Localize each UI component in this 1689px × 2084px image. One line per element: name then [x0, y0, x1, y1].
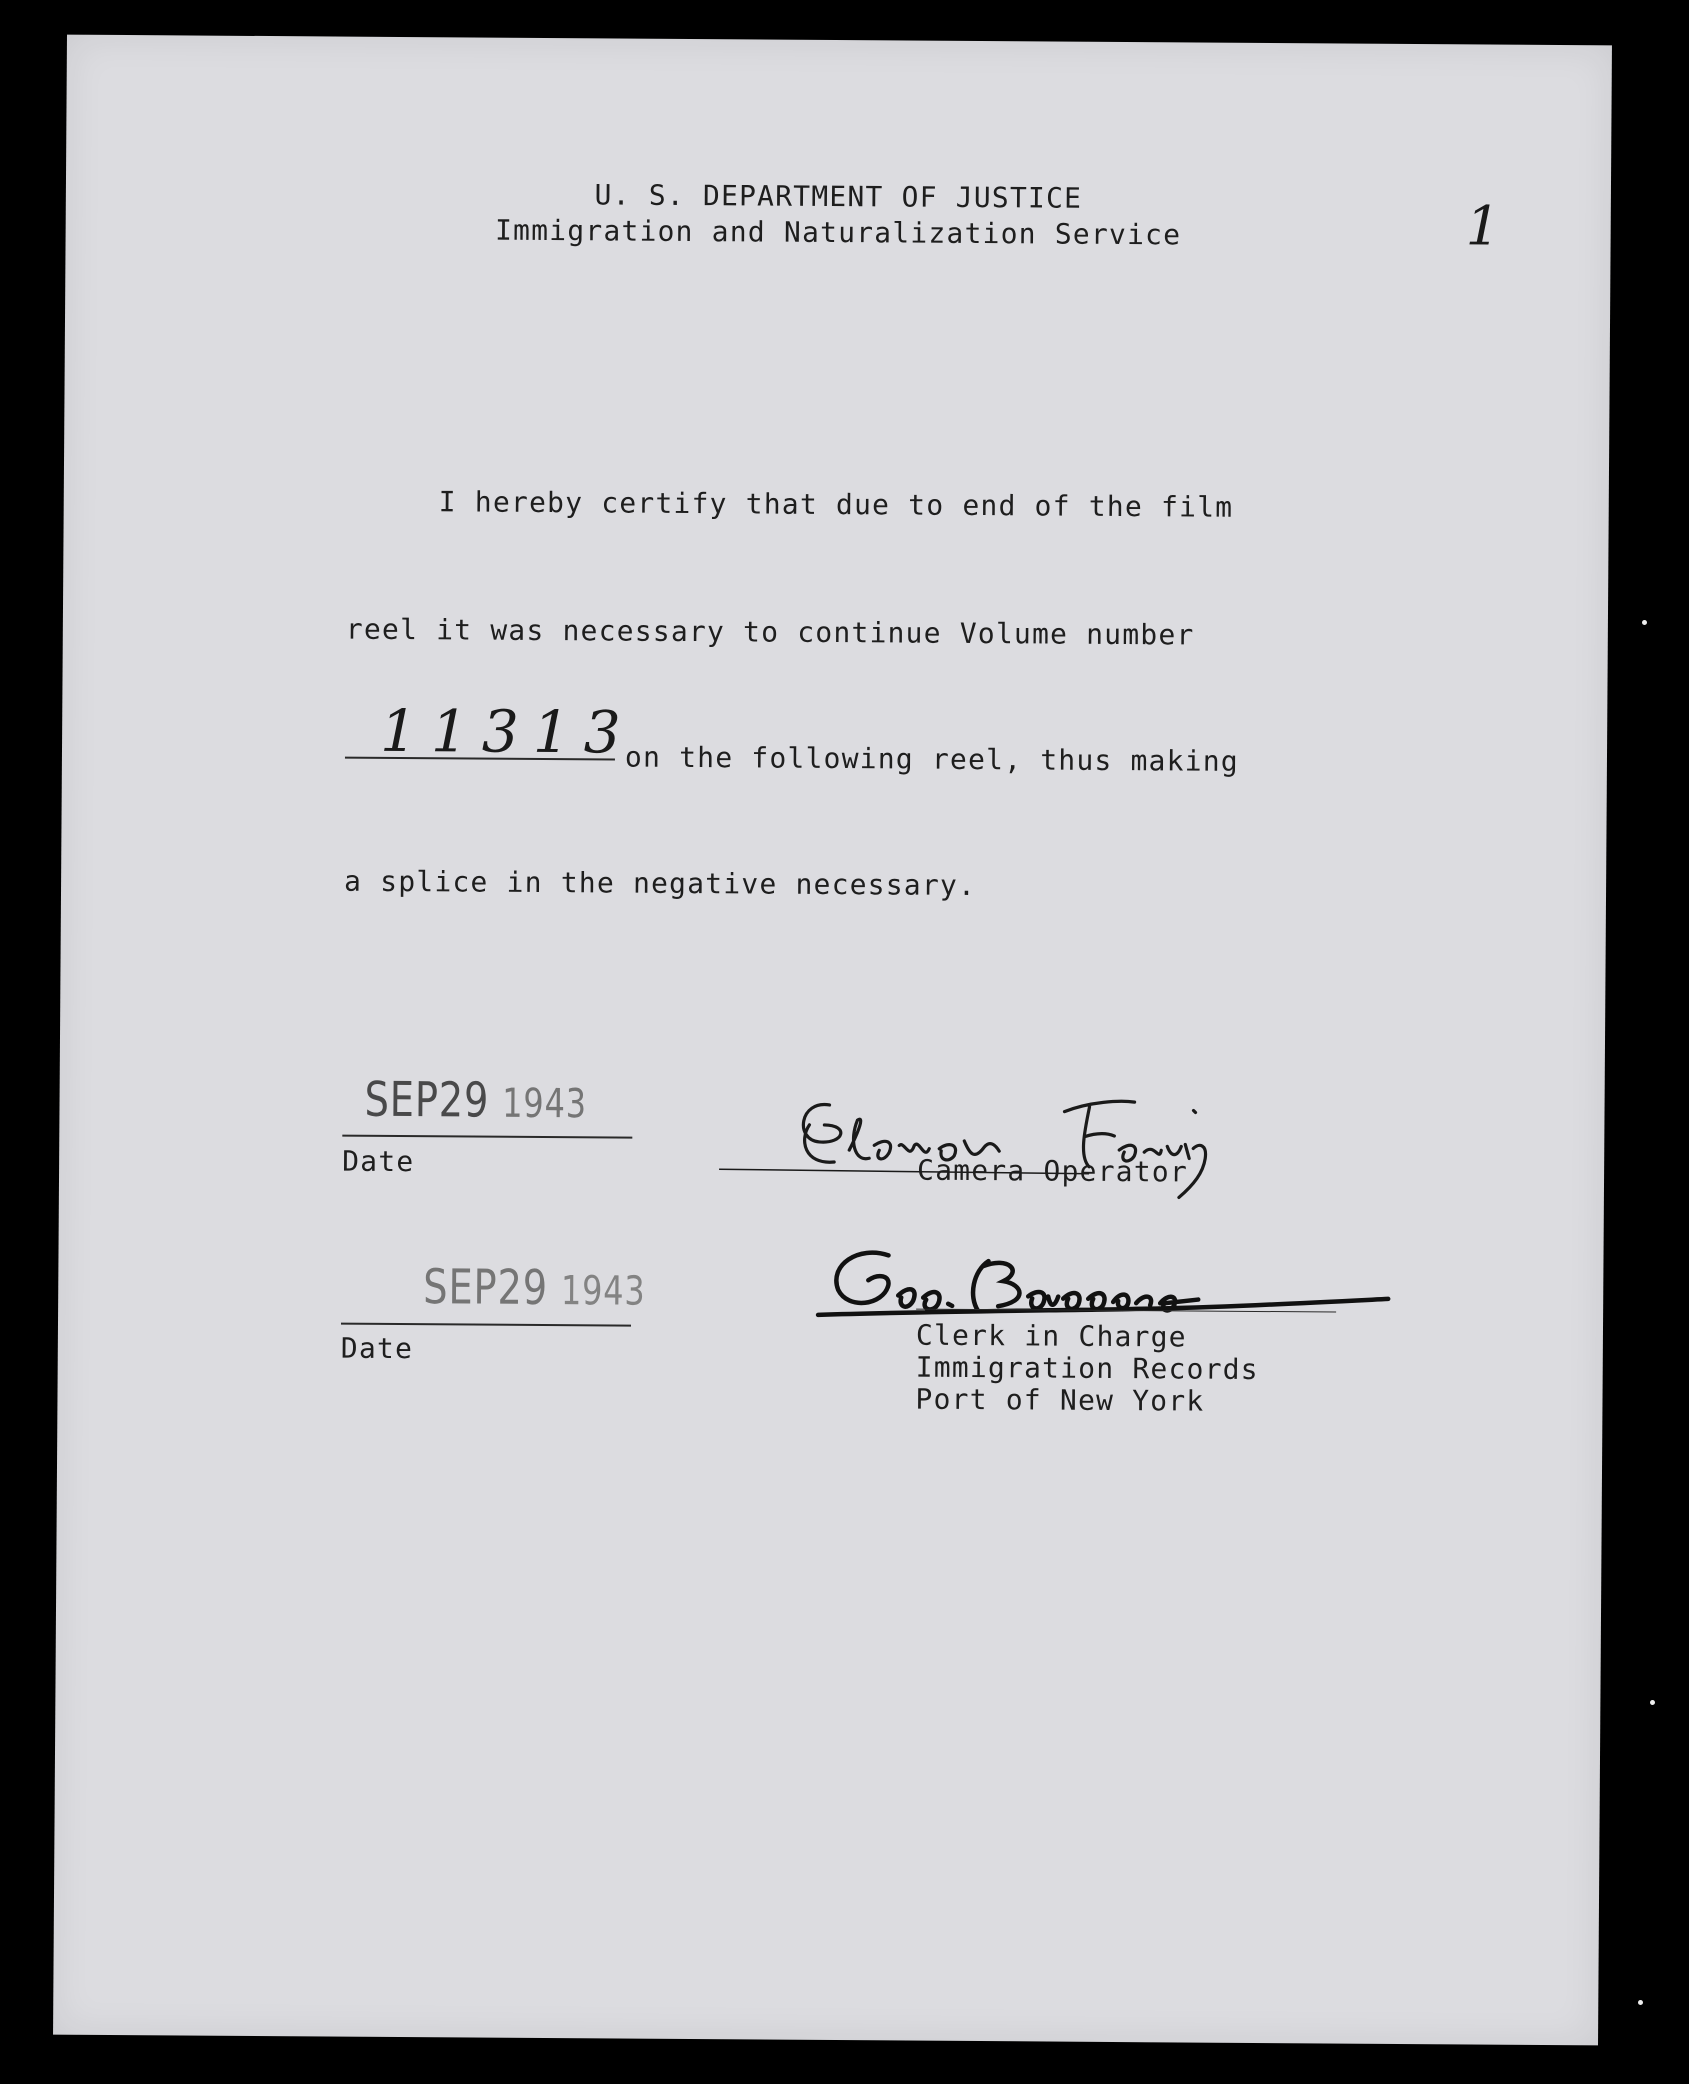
date-line-2: [341, 1323, 631, 1327]
dust-speck: [1642, 620, 1647, 625]
date-stamp-2-day: SEP29: [423, 1259, 549, 1317]
corner-page-mark: 1: [1465, 194, 1501, 258]
date-label-1: Date: [342, 1144, 415, 1179]
dust-speck: [1650, 1700, 1655, 1705]
body-line-4: a splice in the negative necessary.: [343, 864, 977, 902]
camera-operator-label: Camera Operator: [916, 1153, 1189, 1189]
date-line-1: [342, 1135, 632, 1139]
date-stamp-2: [423, 1259, 646, 1317]
clerk-title-line-3: Port of New York: [915, 1382, 1205, 1418]
paper-sheet: [53, 35, 1612, 2046]
body-line-2: reel it was necessary to continue Volume number: [345, 612, 1195, 652]
body-line-3: on the following reel, thus making: [624, 740, 1240, 778]
date-stamp-1-year: 1943: [502, 1080, 588, 1128]
body-line-1: I hereby certify that due to end of the film: [438, 485, 1234, 524]
date-stamp-2-year: 1943: [560, 1268, 646, 1315]
clerk-title-line-1: Clerk in Charge: [915, 1318, 1187, 1354]
date-stamp-1: [364, 1072, 587, 1130]
header-service: Immigration and Naturalization Service: [494, 213, 1182, 252]
header-agency: U. S. DEPARTMENT OF JUSTICE: [594, 178, 1083, 215]
clerk-title-line-2: Immigration Records: [915, 1350, 1259, 1386]
date-label-2: Date: [340, 1331, 414, 1366]
volume-number-handwritten: 11313: [379, 696, 635, 767]
dust-speck: [1638, 2000, 1643, 2005]
date-stamp-1-day: SEP29: [364, 1071, 490, 1129]
